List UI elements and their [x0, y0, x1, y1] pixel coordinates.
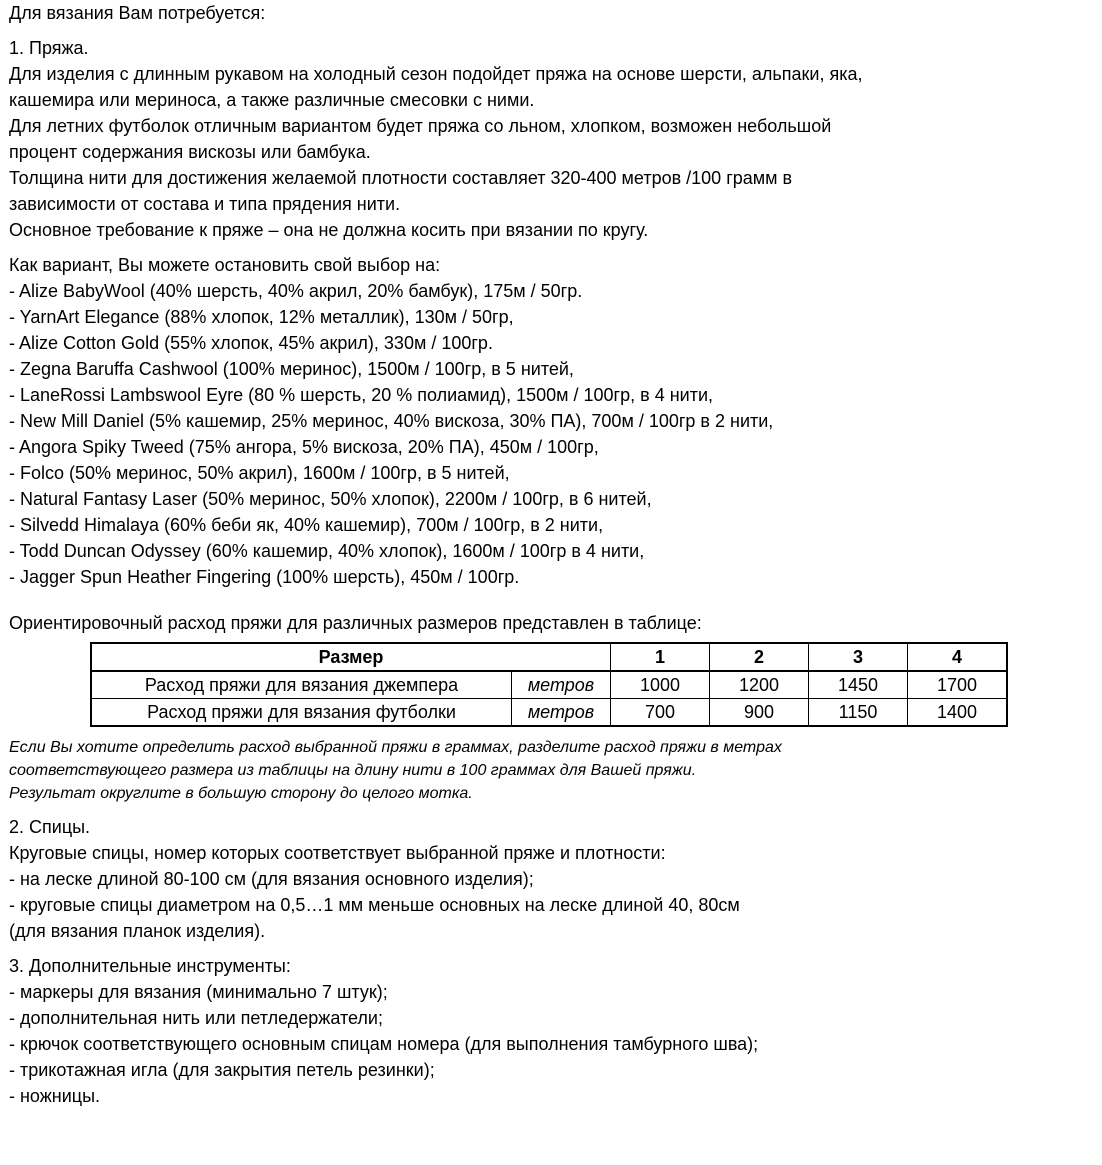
yarn-option-item: - Jagger Spun Heather Fingering (100% шерсть), 450м / 100гр.	[9, 567, 520, 587]
section3-line: - дополнительная нить или петледержатели;	[9, 1008, 383, 1028]
size-header-cell: 3	[809, 643, 908, 671]
section2-line: (для вязания планок изделия).	[9, 921, 266, 941]
section3-line: - трикотажная игла (для закрытия петель резинки);	[9, 1060, 435, 1080]
note-line: Если Вы хотите определить расход выбранной пряжи в граммах, разделите расход пряжи в метрах	[9, 739, 782, 756]
yarn-option-item: - LaneRossi Lambswool Eyre (80 % шерсть, 20 % полиамид), 1500м / 100гр, в 4 нити,	[9, 385, 714, 405]
spacer	[9, 944, 1089, 953]
table-row	[91, 699, 1007, 727]
row-label: Расход пряжи для вязания джемпера	[91, 671, 512, 699]
section3-heading: 3. Дополнительные инструменты:	[9, 956, 291, 976]
spacer	[9, 26, 1089, 35]
yarn-consumption-table	[90, 642, 1008, 727]
section1-heading: 1. Пряжа.	[9, 38, 89, 58]
yarn-option-item: - Natural Fantasy Laser (50% меринос, 50% хлопок), 2200м / 100гр, в 6 нитей,	[9, 489, 652, 509]
yarn-option-item: - Alize BabyWool (40% шерсть, 40% акрил, 20% бамбук), 175м / 50гр.	[9, 281, 583, 301]
table-cell: 900	[710, 699, 809, 727]
table-cell: 1150	[809, 699, 908, 727]
section3-line: - крючок соответствующего основным спицам номера (для выполнения тамбурного шва);	[9, 1034, 759, 1054]
table-row	[91, 671, 1007, 699]
spacer	[9, 805, 1089, 814]
note-line: соответствующего размера из таблицы на длину нити в 100 граммах для Вашей пряжи.	[9, 762, 697, 779]
spacer	[9, 727, 1089, 736]
table-cell: 1450	[809, 671, 908, 699]
row-unit: метров	[512, 699, 611, 727]
section1-paragraph-line: Для изделия с длинным рукавом на холодный сезон подойдет пряжа на основе шерсти, альпаки, яка,	[9, 64, 863, 84]
section2-line: - круговые спицы диаметром на 0,5…1 мм меньше основных на леске длиной 40, 80см	[9, 895, 740, 915]
note-line: Результат округлите в большую сторону до целого мотка.	[9, 785, 473, 802]
spacer	[9, 243, 1089, 252]
table-cell: 700	[611, 699, 710, 727]
table-cell: 1400	[908, 699, 1008, 727]
section1-paragraph-line: Для летних футболок отличным вариантом будет пряжа со льном, хлопком, возможен небольшой	[9, 116, 832, 136]
yarn-option-item: - Zegna Baruffa Cashwool (100% меринос), 1500м / 100гр, в 5 нитей,	[9, 359, 574, 379]
table-cell: 1700	[908, 671, 1008, 699]
row-label: Расход пряжи для вязания футболки	[91, 699, 512, 727]
section2-line: Круговые спицы, номер которых соответствует выбранной пряже и плотности:	[9, 843, 666, 863]
section2-heading: 2. Спицы.	[9, 817, 91, 837]
section1-paragraph-line: процент содержания вискозы или бамбука.	[9, 142, 371, 162]
section1-paragraph-line: Толщина нити для достижения желаемой плотности составляет 320-400 метров /100 грамм в	[9, 168, 793, 188]
yarn-option-item: - New Mill Daniel (5% кашемир, 25% меринос, 40% вискоза, 30% ПА), 700м / 100гр в 2 нити,	[9, 411, 774, 431]
table-cell: 1000	[611, 671, 710, 699]
table-cell: 1200	[710, 671, 809, 699]
size-header-cell: 2	[710, 643, 809, 671]
table-header-row	[91, 643, 1007, 671]
row-unit: метров	[512, 671, 611, 699]
size-header-cell: 4	[908, 643, 1008, 671]
yarn-option-item: - YarnArt Elegance (88% хлопок, 12% металлик), 130м / 50гр,	[9, 307, 514, 327]
section1-paragraph-line: зависимости от состава и типа прядения нити.	[9, 194, 401, 214]
spacer	[9, 590, 1089, 610]
yarn-option-item: - Angora Spiky Tweed (75% ангора, 5% вискоза, 20% ПА), 450м / 100гр,	[9, 437, 599, 457]
yarn-option-item: - Silvedd Himalaya (60% беби як, 40% кашемир), 700м / 100гр, в 2 нити,	[9, 515, 604, 535]
table-intro: Ориентировочный расход пряжи для различных размеров представлен в таблице:	[9, 613, 702, 633]
size-header-label: Размер	[91, 643, 611, 671]
section1-paragraph-line: кашемира или мериноса, а также различные смесовки с ними.	[9, 90, 535, 110]
section3-line: - маркеры для вязания (минимально 7 штук);	[9, 982, 388, 1002]
yarn-option-item: - Folco (50% меринос, 50% акрил), 1600м / 100гр, в 5 нитей,	[9, 463, 510, 483]
section3-line: - ножницы.	[9, 1086, 101, 1106]
size-header-cell: 1	[611, 643, 710, 671]
yarn-option-item: - Alize Cotton Gold (55% хлопок, 45% акрил), 330м / 100гр.	[9, 333, 493, 353]
section2-line: - на леске длиной 80-100 см (для вязания основного изделия);	[9, 869, 534, 889]
intro-text: Для вязания Вам потребуется:	[9, 3, 266, 23]
yarn-option-item: - Todd Duncan Odyssey (60% кашемир, 40% хлопок), 1600м / 100гр в 4 нити,	[9, 541, 645, 561]
yarn-options-intro: Как вариант, Вы можете остановить свой выбор на:	[9, 255, 441, 275]
section1-paragraph-line: Основное требование к пряже – она не должна косить при вязании по кругу.	[9, 220, 649, 240]
